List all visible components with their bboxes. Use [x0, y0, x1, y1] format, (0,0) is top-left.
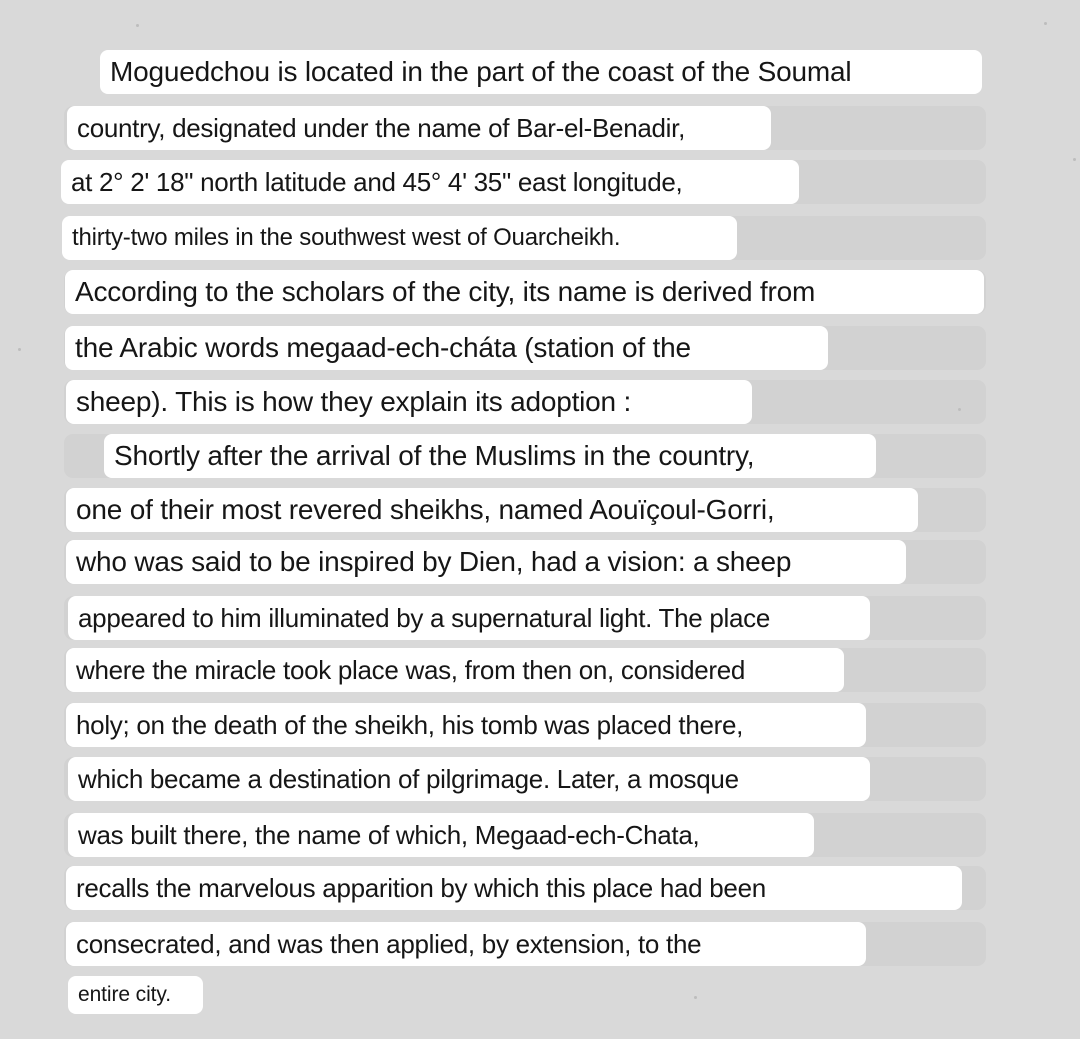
- text-line-highlight[interactable]: [68, 757, 870, 801]
- text-line-text: consecrated, and was then applied, by extension, to the: [76, 928, 702, 959]
- text-line: [64, 216, 986, 260]
- text-line-text: recalls the marvelous apparition by which this place had been: [76, 872, 766, 903]
- text-line-text: was built there, the name of which, Megaad-ech-Chata,: [78, 819, 700, 850]
- text-line: [64, 488, 986, 532]
- text-line-text: country, designated under the name of Bar-el-Benadir,: [77, 112, 685, 143]
- text-line: [64, 866, 986, 910]
- text-line-highlight[interactable]: [65, 270, 984, 314]
- text-line-highlight[interactable]: [66, 540, 906, 584]
- text-line-highlight[interactable]: [66, 866, 962, 910]
- text-line-text: who was said to be inspired by Dien, had a vision: a sheep: [76, 546, 792, 577]
- text-line-text: at 2° 2' 18" north latitude and 45° 4' 35" east longitude,: [71, 166, 683, 197]
- text-line-text: appeared to him illuminated by a supernatural light. The place: [78, 602, 771, 633]
- text-line-text: thirty-two miles in the southwest west of Ouarcheikh.: [72, 224, 621, 251]
- text-line: [64, 380, 986, 424]
- text-line-text: sheep). This is how they explain its adoption :: [76, 386, 632, 417]
- text-line-highlight[interactable]: [100, 50, 982, 94]
- text-line-text: where the miracle took place was, from then on, considered: [76, 654, 746, 685]
- text-line-highlight[interactable]: [66, 380, 752, 424]
- text-line: [64, 922, 986, 966]
- text-line: [64, 434, 986, 478]
- text-line-highlight[interactable]: [61, 160, 799, 204]
- text-line-highlight[interactable]: [62, 216, 737, 260]
- text-line-highlight[interactable]: [104, 434, 876, 478]
- text-line-text: which became a destination of pilgrimage. Later, a mosque: [78, 763, 739, 794]
- text-line: [64, 757, 986, 801]
- text-line-highlight[interactable]: [68, 596, 870, 640]
- text-line-text: Shortly after the arrival of the Muslims in the country,: [114, 440, 755, 471]
- text-line: [64, 50, 986, 94]
- text-line: [64, 813, 986, 857]
- text-line-text: Moguedchou is located in the part of the coast of the Soumal: [110, 56, 852, 87]
- text-line-text: one of their most revered sheikhs, named Aouïçoul-Gorri,: [76, 494, 775, 525]
- text-line-text: entire city.: [78, 983, 171, 1006]
- text-line: [64, 648, 986, 692]
- text-line: [64, 703, 986, 747]
- text-line-text: the Arabic words megaad-ech-cháta (station of the: [75, 332, 691, 363]
- text-line-highlight[interactable]: [66, 703, 866, 747]
- text-line: [64, 326, 986, 370]
- background-speck: [136, 24, 139, 27]
- text-line: [64, 270, 986, 314]
- text-line-highlight[interactable]: [66, 648, 844, 692]
- background-speck: [958, 408, 961, 411]
- text-line: [64, 596, 986, 640]
- background-speck: [1044, 22, 1047, 25]
- text-line-highlight[interactable]: [68, 976, 203, 1014]
- background-speck: [18, 348, 21, 351]
- text-line-text: holy; on the death of the sheikh, his tomb was placed there,: [76, 709, 744, 740]
- text-line-highlight[interactable]: [68, 813, 814, 857]
- text-line-highlight[interactable]: [66, 922, 866, 966]
- text-line-highlight[interactable]: [66, 488, 918, 532]
- text-line-highlight[interactable]: [65, 326, 828, 370]
- text-line: [64, 976, 986, 1014]
- text-line: [64, 540, 986, 584]
- text-line: [64, 106, 986, 150]
- text-line-text: According to the scholars of the city, its name is derived from: [75, 276, 816, 307]
- text-line-highlight[interactable]: [67, 106, 771, 150]
- background-speck: [1073, 158, 1076, 161]
- background-speck: [694, 996, 697, 999]
- text-line: [64, 160, 986, 204]
